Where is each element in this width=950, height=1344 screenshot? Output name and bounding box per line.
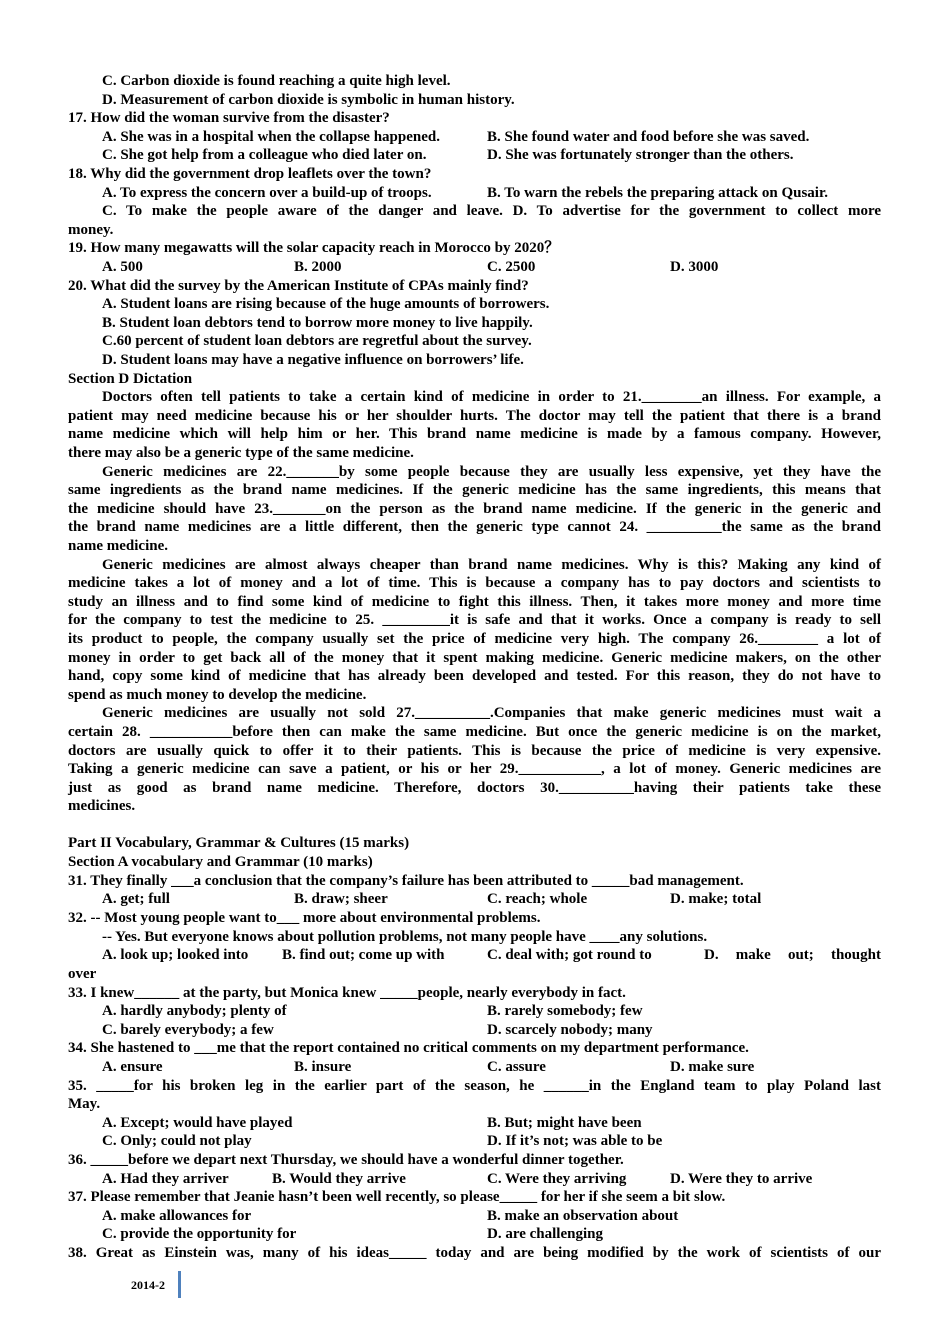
- question-35-continued: May.: [68, 1096, 101, 1112]
- q17-option-d: D. She was fortunately stronger than the others.: [487, 147, 794, 163]
- question-33: 33. I knew______ at the party, but Monica knew _____people, nearly everybody in fact.: [68, 985, 626, 1001]
- q19-option-b: B. 2000: [294, 259, 342, 275]
- q32-option-d-continued: over: [68, 966, 97, 982]
- q32-reply: -- Yes. But everyone knows about pollution problems, not many people have ____any solutions.: [102, 929, 708, 945]
- dictation-p3-line4: for the company to test the medicine to 25. _________it is safe and that it works. Once a company is ready to sell: [68, 612, 881, 628]
- dictation-p2-line4: the brand name medicines are a little different, then the generic type cannot 24. __________the same as the brand: [68, 519, 881, 535]
- q32-option-d: D. make out; thought: [704, 947, 881, 963]
- q37-option-a: A. make allowances for: [102, 1208, 252, 1224]
- section-a-heading: Section A vocabulary and Grammar (10 marks): [68, 854, 373, 870]
- q33-option-c: C. barely everybody; a few: [102, 1022, 274, 1038]
- dictation-p3-line7: hand, copy some kind of medicine that has already been developed and tested. For this reason, they do not have to: [68, 668, 881, 684]
- q35-option-a: A. Except; would have played: [102, 1115, 293, 1131]
- question-36: 36. _____before we depart next Thursday, we should have a wonderful dinner together.: [68, 1152, 624, 1168]
- q34-option-b: B. insure: [294, 1059, 352, 1075]
- q36-option-d: D. Were they to arrive: [670, 1171, 813, 1187]
- question-38: 38. Great as Einstein was, many of his ideas_____ today and are being modified by the work of scientists of our: [68, 1245, 881, 1261]
- q17-option-a: A. She was in a hospital when the collapse happened.: [102, 129, 440, 145]
- dictation-p1-line1: Doctors often tell patients to take a certain kind of medicine in order to 21.________an illness. For example, a: [102, 389, 881, 405]
- dictation-p3-line1: Generic medicines are almost always cheaper than brand name medicines. Why is this? Making any kind of: [102, 557, 881, 573]
- dictation-p1-line2: patient may need medicine because his or her shoulder hurts. The doctor may tell the patient that there is a brand: [68, 408, 881, 424]
- q16-option-c: C. Carbon dioxide is found reaching a quite high level.: [102, 73, 451, 89]
- dictation-p1-line3: name medicine which will help him or her. This brand name medicine is made by a famous company. However,: [68, 426, 881, 442]
- q19-option-c: C. 2500: [487, 259, 536, 275]
- q17-option-c: C. She got help from a colleague who died later on.: [102, 147, 427, 163]
- q34-option-a: A. ensure: [102, 1059, 163, 1075]
- q35-option-d: D. If it’s not; was able to be: [487, 1133, 663, 1149]
- q31-option-b: B. draw; sheer: [294, 891, 388, 907]
- q17-option-b: B. She found water and food before she was saved.: [487, 129, 810, 145]
- dictation-p3-line5: its product to people, the company usually set the price of medicine very high. The company 26.________ a lot of: [68, 631, 881, 647]
- q31-option-d: D. make; total: [670, 891, 762, 907]
- question-18: 18. Why did the government drop leaflets over the town?: [68, 166, 432, 182]
- q31-option-a: A. get; full: [102, 891, 170, 907]
- question-20: 20. What did the survey by the American Institute of CPAs mainly find?: [68, 278, 529, 294]
- q32-option-b: B. find out; come up with: [282, 947, 445, 963]
- q19-option-a: A. 500: [102, 259, 143, 275]
- q37-option-c: C. provide the opportunity for: [102, 1226, 297, 1242]
- q18-option-b: B. To warn the rebels the preparing attack on Qusair.: [487, 185, 829, 201]
- dictation-p1-line4: there may also be a generic type of the same medicine.: [68, 445, 414, 461]
- dictation-p2-line5: name medicine.: [68, 538, 168, 554]
- q19-option-d: D. 3000: [670, 259, 719, 275]
- dictation-p4-line5: just as good as brand name medicine. Therefore, doctors 30.__________having their patients take these: [68, 780, 881, 796]
- q18-option-d-continued: money.: [68, 222, 114, 238]
- footer-accent-bar: [178, 1271, 181, 1298]
- dictation-p3-line3: study an illness and to find some kind of medicine to fight this illness. Then, it takes more money and more time: [68, 594, 881, 610]
- q35-option-b: B. But; might have been: [487, 1115, 642, 1131]
- dictation-p4-line4: Taking a generic medicine can save a patient, or his or her 29.___________, a lot of money. Generic medicines are: [68, 761, 881, 777]
- question-32: 32. -- Most young people want to___ more about environmental problems.: [68, 910, 541, 926]
- question-34: 34. She hastened to ___me that the report contained no critical comments on my department performance.: [68, 1040, 749, 1056]
- q18-options-cd: C. To make the people aware of the danger and leave. D. To advertise for the government to collect more: [102, 203, 881, 219]
- q20-option-c: C.60 percent of student loan debtors are regretful about the survey.: [102, 333, 532, 349]
- dictation-p2-line3: the medicine should have 23._______on the person as the brand name medicine. If the generic in the generic and: [68, 501, 881, 517]
- question-37: 37. Please remember that Jeanie hasn’t been well recently, so please_____ for her if she seem a bit slow.: [68, 1189, 726, 1205]
- q16-option-d: D. Measurement of carbon dioxide is symbolic in human history.: [102, 92, 515, 108]
- dictation-p3-line2: medicine takes a lot of money and a lot of time. This is because a company has to pay doctors and scientists to: [68, 575, 881, 591]
- part-ii-heading: Part II Vocabulary, Grammar & Cultures (15 marks): [68, 835, 410, 851]
- q33-option-d: D. scarcely nobody; many: [487, 1022, 653, 1038]
- q33-option-b: B. rarely somebody; few: [487, 1003, 643, 1019]
- dictation-p4-line6: medicines.: [68, 798, 136, 814]
- q20-option-a: A. Student loans are rising because of the huge amounts of borrowers.: [102, 296, 550, 312]
- q36-option-a: A. Had they arriver: [102, 1171, 229, 1187]
- question-35: 35. _____for his broken leg in the earlier part of the season, he ______in the England team to play Poland last: [68, 1078, 881, 1094]
- q18-option-a: A. To express the concern over a build-up of troops.: [102, 185, 432, 201]
- page-number-label: 2014-2: [131, 1278, 165, 1292]
- dictation-p2-line1: Generic medicines are 22._______by some people because they are usually less expensive, yet they have the: [102, 464, 881, 480]
- q32-option-a: A. look up; looked into: [102, 947, 249, 963]
- q35-option-c: C. Only; could not play: [102, 1133, 252, 1149]
- question-31: 31. They finally ___a conclusion that the company’s failure has been attributed to _____bad management.: [68, 873, 744, 889]
- dictation-p2-line2: same ingredients as the brand name medicines. If the generic medicine has the same ingredients, this means that: [68, 482, 881, 498]
- question-19: 19. How many megawatts will the solar capacity reach in Morocco by 2020？: [68, 240, 560, 256]
- q33-option-a: A. hardly anybody; plenty of: [102, 1003, 287, 1019]
- q34-option-c: C. assure: [487, 1059, 546, 1075]
- q37-option-b: B. make an observation about: [487, 1208, 679, 1224]
- q31-option-c: C. reach; whole: [487, 891, 588, 907]
- q37-option-d: D. are challenging: [487, 1226, 603, 1242]
- dictation-p3-line6: money in order to get back all of the money that it spent making medicine. Generic medicine makers, on the other: [68, 650, 881, 666]
- q32-option-c: C. deal with; got round to: [487, 947, 652, 963]
- question-17: 17. How did the woman survive from the disaster?: [68, 110, 390, 126]
- dictation-p4-line2: certain 28. ___________before then can make the same medicine. But once the generic medicine is on the market,: [68, 724, 881, 740]
- q36-option-b: B. Would they arrive: [272, 1171, 406, 1187]
- dictation-p4-line3: doctors are usually quick to offer it to their patients. This is because the price of medicine is very expensive.: [68, 743, 881, 759]
- section-d-heading: Section D Dictation: [68, 371, 193, 387]
- q20-option-b: B. Student loan debtors tend to borrow more money to live happily.: [102, 315, 533, 331]
- q34-option-d: D. make sure: [670, 1059, 755, 1075]
- dictation-p3-line8: spend as much money to develop the medicine.: [68, 687, 367, 703]
- dictation-p4-line1: Generic medicines are usually not sold 27.__________.Companies that make generic medicines must wait a: [102, 705, 881, 721]
- q36-option-c: C. Were they arriving: [487, 1171, 627, 1187]
- q20-option-d: D. Student loans may have a negative influence on borrowers’ life.: [102, 352, 524, 368]
